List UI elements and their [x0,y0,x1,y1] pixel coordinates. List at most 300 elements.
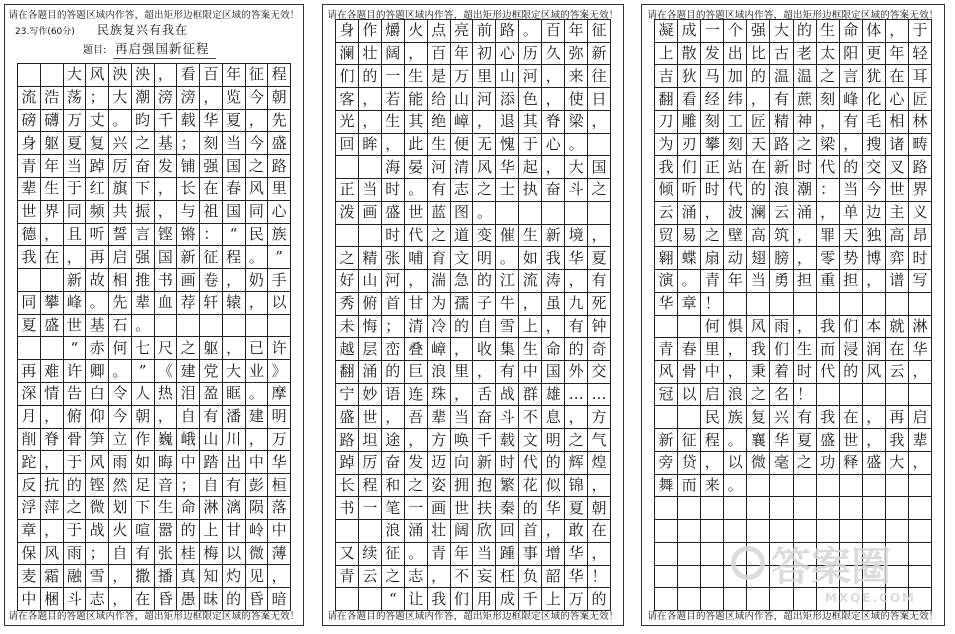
grid-cell: 阔 [451,520,474,543]
grid-cell: 峰 [840,88,863,111]
grid-cell: 撒 [132,565,155,588]
grid-cell: 钟 [588,316,611,339]
grid-cell: 七 [132,337,155,360]
grid-cell: ， [817,202,840,225]
grid-cell: 夏 [565,497,588,520]
grid-cell: 初 [473,43,496,66]
grid-cell: 月 [18,406,41,429]
grid-cell: 热 [155,383,178,406]
grid-cell: 泪 [177,383,200,406]
grid-cell [542,202,565,225]
grid-cell: ， [451,384,474,407]
grid-cell: 的 [747,179,770,202]
grid-cell: 华 [268,451,291,474]
grid-cell: 神 [794,111,817,134]
grid-cell: 攀 [41,292,64,315]
grid-cell: 有 [794,406,817,429]
grid-cell: ， [405,43,428,66]
grid-cell: ， [588,475,611,498]
grid-cell: 共 [109,201,132,224]
grid-cell: 的 [473,270,496,293]
grid-cell: 启 [909,406,932,429]
grid-cell: 古 [770,43,793,66]
grid-cell: 翻 [655,88,678,111]
grid-cell: 晏 [405,156,428,179]
grid-cell [770,566,793,589]
grid-cell: 霜 [41,565,64,588]
grid-cell [909,475,932,498]
essay-heading: 民族复兴有我在 [97,23,189,37]
grid-cell: 筑 [770,225,793,248]
grid-cell: 我 [655,156,678,179]
grid-cell: ， [382,134,405,157]
grid-cell: 迈 [428,452,451,475]
grid-cell: 秦 [496,497,519,520]
grid-cell: 与 [177,201,200,224]
grid-cell: ， [701,452,724,475]
grid-cell: 风 [41,543,64,566]
grid-cell: 征 [678,429,701,452]
grid-cell: 之 [428,225,451,248]
grid-cell: 征 [246,64,269,87]
grid-cell: 一 [405,497,428,520]
grid-cell: 久 [542,43,565,66]
grid-cell: 滂 [177,87,200,110]
grid-cell: ， [565,406,588,429]
grid-cell: 民 [246,224,269,247]
grid-cell: 翱 [655,247,678,270]
grid-cell: ， [724,361,747,384]
grid-cell: 精 [359,247,382,270]
grid-cell: 百 [200,64,223,87]
grid-cell: 。 [724,475,747,498]
grid-cell: 今 [863,179,886,202]
grid-cell: 。 [86,292,109,315]
grid-cell: 一 [701,20,724,43]
grid-cell [747,566,770,589]
grid-cell: 年 [223,64,246,87]
grid-cell: 削 [18,429,41,452]
grid-cell: ” [132,360,155,383]
grid-cell: 盛 [41,315,64,338]
grid-cell: 身 [18,132,41,155]
grid-cell: 赤 [86,337,109,360]
grid-cell: 上 [200,520,223,543]
grid-cell: 大 [565,156,588,179]
grid-cell: 万 [565,588,588,611]
grid-cell: ， [246,429,269,452]
grid-cell: 高 [886,225,909,248]
grid-cell: 泼 [336,202,359,225]
grid-cell: 中 [246,451,269,474]
grid-cell [678,520,701,543]
grid-cell: ， [473,361,496,384]
grid-cell [817,497,840,520]
grid-cell [41,64,64,87]
grid-cell: 发 [155,155,178,178]
grid-cell: 于 [64,178,87,201]
grid-cell [794,543,817,566]
grid-cell: 厉 [109,155,132,178]
grid-cell: 有 [132,543,155,566]
grid-cell: 音 [155,474,178,497]
grid-cell: 程 [268,64,291,87]
grid-cell: 白 [86,383,109,406]
grid-cell [724,520,747,543]
grid-cell: 心 [268,201,291,224]
grid-cell: 笋 [86,429,109,452]
grid-cell: 》 [268,360,291,383]
grid-cell: 冷 [428,316,451,339]
grid-cell: 志 [451,179,474,202]
grid-cell: 方 [428,429,451,452]
grid-cell: ， [359,111,382,134]
grid-cell: 浪 [770,179,793,202]
grid-cell: 悔 [359,316,382,339]
grid-cell [41,269,64,292]
question-number: 23.写作(60分) [15,27,75,37]
grid-cell: 清 [451,156,474,179]
grid-cell: 世 [886,179,909,202]
grid-cell: 潘 [223,406,246,429]
grid-cell: 于 [64,520,87,543]
grid-cell: 大 [770,20,793,43]
grid-cell: 然 [109,474,132,497]
grid-cell [909,520,932,543]
grid-cell: 其 [405,111,428,134]
grid-cell: 下 [132,178,155,201]
grid-cell: ， [542,65,565,88]
notice-bottom: 请在各题目的答题区域内作答，超出矩形边框限定区域的答案无效！ [327,611,619,622]
grid-cell: 时 [794,361,817,384]
grid-cell: 代 [405,225,428,248]
grid-cell: 程 [701,429,724,452]
grid-cell: 国 [542,361,565,384]
grid-cell: 温 [770,65,793,88]
grid-cell [588,134,611,157]
grid-cell: 淋 [909,316,932,339]
watermark-domain: MXQE.COM [824,591,916,605]
grid-cell: 红 [86,178,109,201]
grid-cell: 蝶 [678,247,701,270]
grid-cell [41,337,64,360]
grid-cell: 梁 [817,134,840,157]
grid-cell: 盈 [200,383,223,406]
grid-cell: 攀 [701,134,724,157]
grid-cell: 风 [86,451,109,474]
grid-cell: 正 [336,179,359,202]
grid-cell: 的 [840,361,863,384]
grid-cell: 担 [794,270,817,293]
grid-cell: 壮 [428,520,451,543]
grid-cell: 浪 [724,384,747,407]
grid-cell: 敢 [565,520,588,543]
grid-cell: 势 [840,247,863,270]
grid-cell: 的 [223,588,246,611]
grid-cell: ， [542,316,565,339]
grid-cell: 上 [542,588,565,611]
grid-cell [701,543,724,566]
grid-cell: 有 [565,316,588,339]
grid-cell [794,520,817,543]
grid-cell: ， [382,406,405,429]
grid-cell: 峰 [64,292,87,315]
grid-cell: 成 [678,20,701,43]
grid-cell [678,566,701,589]
grid-cell [588,202,611,225]
grid-cell [770,475,793,498]
grid-cell: 磅 [18,110,41,133]
grid-cell: 今 [109,406,132,429]
grid-cell: 中 [177,451,200,474]
grid-cell: 点 [428,20,451,43]
grid-cell: 我 [542,247,565,270]
grid-cell: 就 [886,316,909,339]
grid-cell: 之 [565,429,588,452]
grid-cell: ， [840,134,863,157]
grid-cell: ， [41,451,64,474]
grid-cell: 河 [473,88,496,111]
grid-cell: 萍 [41,497,64,520]
grid-cell: 踔 [336,452,359,475]
grid-cell [747,497,770,520]
grid-cell: 的 [794,20,817,43]
grid-cell: 之 [701,225,724,248]
grid-cell: 膀 [770,247,793,270]
grid-cell: 以 [678,384,701,407]
grid-cell [817,566,840,589]
grid-cell: 回 [336,134,359,157]
grid-cell: 新 [64,269,87,292]
grid-cell: 知 [200,565,223,588]
watermark-text: 答案圈 [771,543,891,590]
grid-cell: ， [155,64,178,87]
grid-cell: 志 [405,566,428,589]
grid-cell: 昧 [200,588,223,611]
grid-cell: 倾 [655,179,678,202]
grid-cell: 边 [863,202,886,225]
grid-cell [655,316,678,339]
grid-cell: 盛 [268,132,291,155]
grid-cell: 《 [155,360,178,383]
grid-cell [840,566,863,589]
grid-cell: 朝 [268,87,291,110]
grid-cell: 狄 [678,65,701,88]
grid-cell: 先 [268,110,291,133]
grid-cell: ， [588,111,611,134]
grid-cell: 斗 [496,406,519,429]
grid-cell: 增 [542,543,565,566]
grid-cell: 之 [817,65,840,88]
grid-cell: 若 [382,88,405,111]
grid-cell: 河 [428,156,451,179]
grid-cell: 故 [86,269,109,292]
grid-cell: 涌 [359,361,382,384]
grid-cell [886,384,909,407]
grid-cell: 翅 [747,247,770,270]
grid-cell: 如 [132,451,155,474]
grid-cell [359,156,382,179]
grid-cell: 向 [451,452,474,475]
grid-cell: ， [794,247,817,270]
grid-cell: 奋 [382,452,405,475]
grid-cell: 生 [817,20,840,43]
grid-cell: 听 [678,179,701,202]
grid-cell: 桓 [268,474,291,497]
grid-cell [724,566,747,589]
grid-cell: 同 [246,201,269,224]
grid-cell: 复 [747,406,770,429]
grid-cell: 们 [336,65,359,88]
grid-cell: 天 [747,134,770,157]
grid-cell: ， [405,270,428,293]
grid-cell: 辈 [428,406,451,429]
grid-cell: 命 [542,338,565,361]
grid-cell: 途 [382,429,405,452]
grid-cell: 尺 [155,337,178,360]
grid-cell: 保 [18,543,41,566]
grid-cell: 强 [200,155,223,178]
grid-cell: 界 [909,179,932,202]
grid-cell: 桂 [177,543,200,566]
grid-cell: 斗 [64,588,87,611]
grid-cell: 划 [109,497,132,520]
grid-cell: 犹 [863,65,886,88]
grid-cell: 重 [817,270,840,293]
grid-cell: 盛 [863,452,886,475]
grid-cell: 刃 [678,134,701,157]
grid-cell: 越 [336,338,359,361]
grid-cell: 强 [132,246,155,269]
grid-cell: ， [701,202,724,225]
grid-cell: 山 [359,270,382,293]
grid-cell: 百 [428,43,451,66]
grid-cell: 同 [18,292,41,315]
grid-cell: 基 [86,315,109,338]
grid-cell: 更 [863,43,886,66]
grid-cell: 毫 [770,452,793,475]
grid-cell: 士 [496,179,519,202]
grid-cell: 言 [840,65,863,88]
grid-cell: ！ [588,566,611,589]
grid-cell [678,543,701,566]
grid-cell: 振 [132,201,155,224]
grid-cell: 天 [840,225,863,248]
grid-cell: 国 [588,156,611,179]
grid-cell: 相 [109,269,132,292]
grid-cell: 博 [863,247,886,270]
grid-cell: 自 [473,316,496,339]
grid-cell: 卷 [200,269,223,292]
grid-cell: 壮 [359,43,382,66]
grid-cell: 祖 [200,201,223,224]
grid-cell: 独 [863,225,886,248]
grid-cell: 为 [428,293,451,316]
grid-cell: 浩 [41,87,64,110]
grid-cell: 雨 [770,316,793,339]
grid-cell: 奶 [246,269,269,292]
grid-cell: 生 [382,111,405,134]
grid-cell: 自 [177,406,200,429]
grid-cell: 境 [565,225,588,248]
grid-cell: 自 [109,543,132,566]
grid-cell: 华 [909,338,932,361]
grid-cell [724,293,747,316]
grid-cell: 甘 [405,293,428,316]
grid-cell: 以 [223,543,246,566]
grid-cell: 们 [451,588,474,611]
grid-cell [678,316,701,339]
grid-cell: 何 [701,316,724,339]
grid-cell: 夏 [64,132,87,155]
grid-cell: 万 [64,110,87,133]
grid-cell: 族 [268,224,291,247]
grid-cell: 急 [451,270,474,293]
grid-cell: 手 [268,269,291,292]
grid-cell: 融 [64,565,87,588]
grid-cell: ； [177,132,200,155]
grid-cell: 生 [519,338,542,361]
grid-cell: 基 [155,132,178,155]
grid-cell: 在 [886,65,909,88]
grid-cell: 代 [817,361,840,384]
grid-cell: 华 [565,566,588,589]
grid-cell: 年 [41,155,64,178]
grid-cell: 路 [770,134,793,157]
grid-cell: 山 [496,65,519,88]
grid-cell: 有 [428,179,451,202]
grid-cell: 色 [519,88,542,111]
grid-cell [18,269,41,292]
grid-cell: 誓 [109,224,132,247]
grid-cell: 里 [451,361,474,384]
grid-cell: 我 [886,429,909,452]
grid-cell: 方 [588,406,611,429]
grid-cell: 荡 [64,87,87,110]
grid-cell: 似 [542,475,565,498]
grid-cell: 本 [863,316,886,339]
grid-cell: 吾 [405,406,428,429]
grid-cell: 生 [41,178,64,201]
grid-cell: 在 [886,338,909,361]
grid-cell: 泱 [109,64,132,87]
grid-cell: ， [451,338,474,361]
grid-cell: 岭 [246,520,269,543]
grid-cell: 启 [701,384,724,407]
topic-label: 题目: [83,45,107,56]
grid-cell [840,543,863,566]
grid-cell: 来 [565,65,588,88]
grid-cell: 辈 [18,178,41,201]
grid-cell: 蓝 [428,202,451,225]
grid-cell: 代 [817,156,840,179]
grid-cell: 年 [451,543,474,566]
grid-cell: 回 [496,520,519,543]
grid-cell: 当 [223,132,246,155]
grid-cell: 战 [496,384,519,407]
grid-cell: 盛 [382,202,405,225]
grid-cell: 跎 [18,451,41,474]
grid-cell: 。 [724,429,747,452]
grid-cell: 写 [909,270,932,293]
grid-cell: 流 [519,270,542,293]
grid-cell: 有 [200,406,223,429]
grid-cell: 加 [724,65,747,88]
grid-cell: 书 [336,497,359,520]
grid-cell: ， [473,111,496,134]
grid-cell: 路 [268,155,291,178]
grid-cell: 刻 [724,134,747,157]
